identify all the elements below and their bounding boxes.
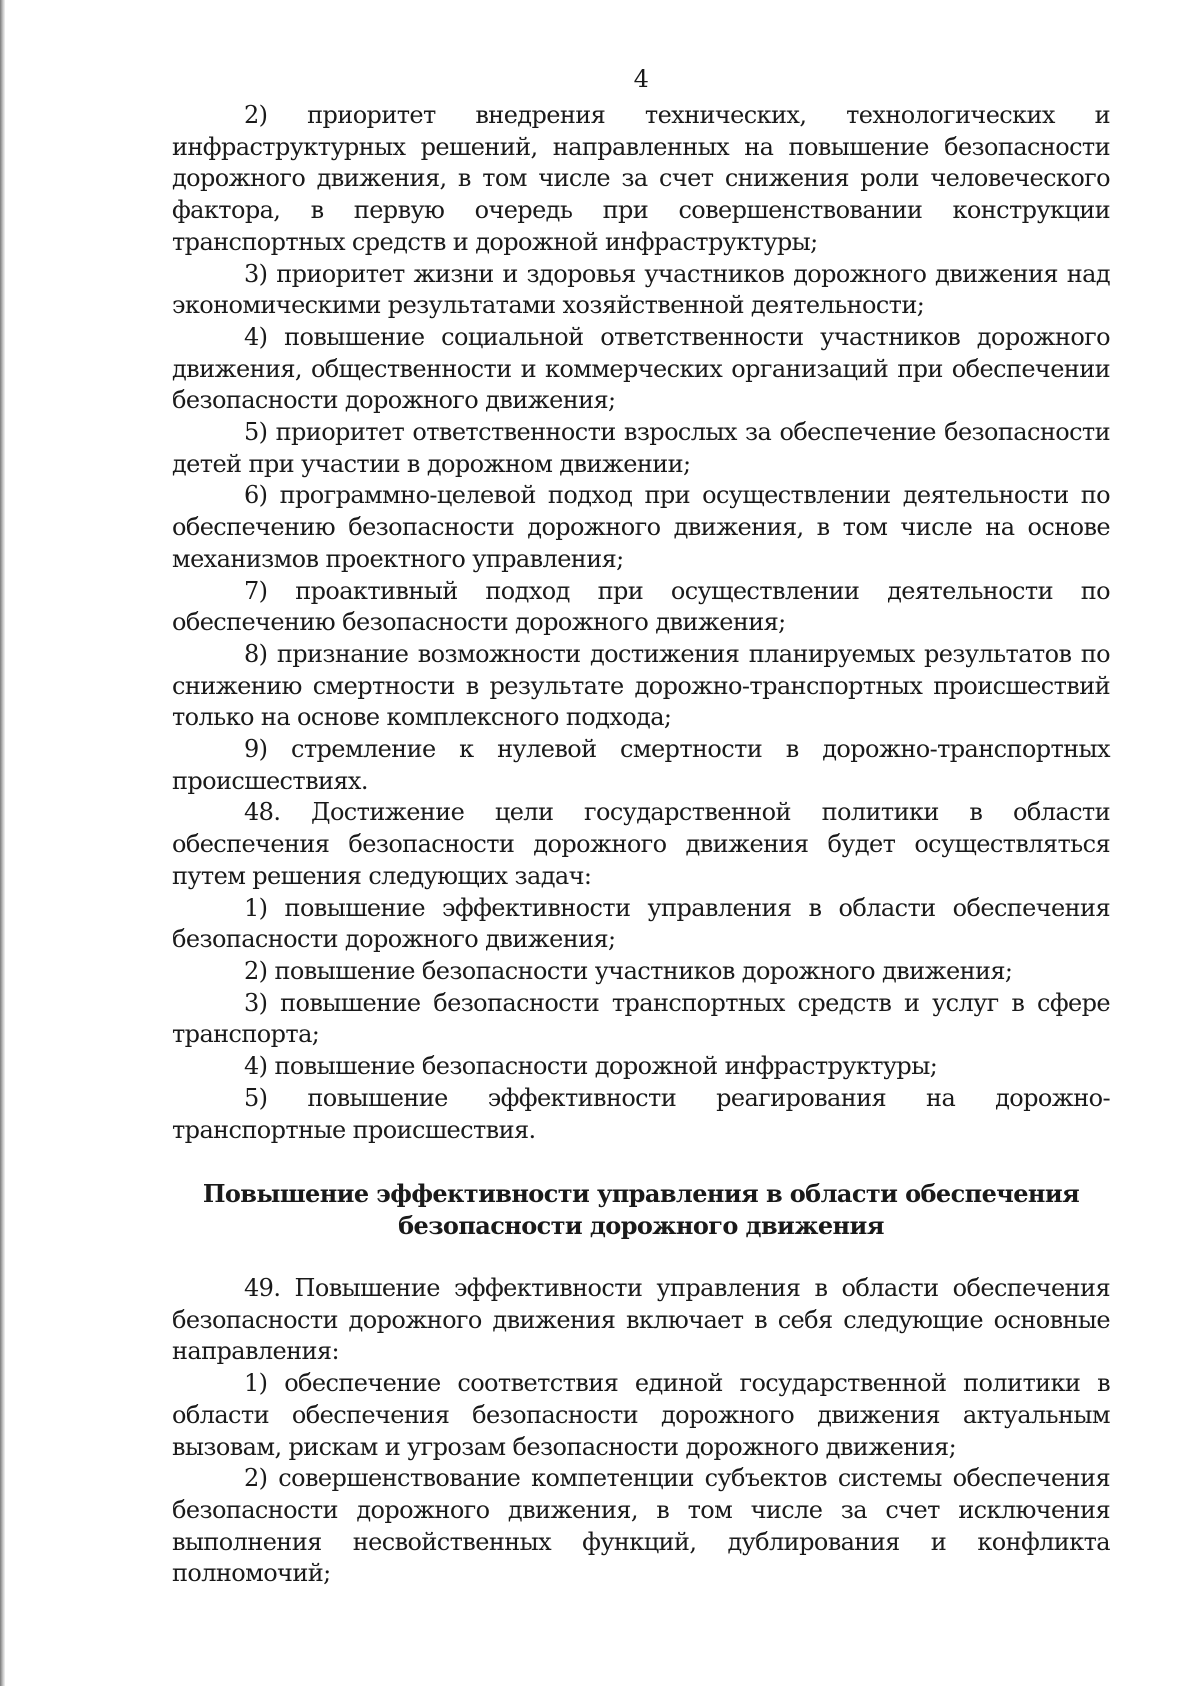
list-item: 7) проактивный подход при осуществлении деятельности по обеспечению безопасности дорожного движения; (172, 576, 1110, 637)
section-heading-line-2: безопасности дорожного движения (398, 1210, 884, 1240)
page-number: 4 (633, 65, 649, 93)
list-item: 2) повышение безопасности участников дорожного движения; (244, 956, 1013, 985)
section-heading-line-1: Повышение эффективности управления в области обеспечения (202, 1178, 1080, 1208)
list-item: 5) повышение эффективности реагирования на дорожно-транспортные происшествия. (172, 1083, 1110, 1144)
list-item: 8) признание возможности достижения планируемых результатов по снижению смертности в результате дорожно-транспортных происшествий только на основе комплексного подхода; (172, 639, 1110, 732)
clause-paragraph: 49. Повышение эффективности управления в области обеспечения безопасности дорожного движения включает в себя следующие основные направления: (172, 1273, 1110, 1366)
list-item: 2) совершенствование компетенции субъектов системы обеспечения безопасности дорожного движения, в том числе за счет исключения выполнения несвойственных функций, дублирования и конфликта полномочий; (172, 1464, 1110, 1588)
list-item: 1) повышение эффективности управления в области обеспечения безопасности дорожного движения; (172, 893, 1110, 954)
list-item: 9) стремление к нулевой смертности в дорожно-транспортных происшествиях. (172, 735, 1110, 795)
scan-edge-shadow (0, 0, 5, 1686)
document-page (172, 60, 1110, 1590)
list-item: 2) приоритет внедрения технических, технологических и инфраструктурных решений, направленных на повышение безопасности дорожного движения, в том числе за счет снижения роли человеческого фактора, в первую очередь при совершенствовании конструкции транспортных средств и дорожной инфраструктуры; (172, 101, 1110, 256)
list-item: 3) повышение безопасности транспортных средств и услуг в сфере транспорта; (172, 988, 1110, 1049)
section-heading (172, 1178, 1110, 1241)
list-item: 6) программно-целевой подход при осуществлении деятельности по обеспечению безопасности дорожного движения, в том числе на основе механизмов проектного управления; (172, 481, 1110, 573)
list-item: 4) повышение безопасности дорожной инфраструктуры; (244, 1052, 938, 1081)
list-item: 1) обеспечение соответствия единой государственной политики в области обеспечения безопасности дорожного движения актуальным вызовам, рискам и угрозам безопасности дорожного движения; (172, 1369, 1110, 1461)
list-item: 4) повышение социальной ответственности участников дорожного движения, общественности и коммерческих организаций при обеспечении безопасности дорожного движения; (172, 322, 1110, 415)
list-item: 3) приоритет жизни и здоровья участников дорожного движения над экономическими результатами хозяйственной деятельности; (172, 259, 1110, 320)
clause-paragraph: 48. Достижение цели государственной политики в области обеспечения безопасности дорожного движения будет осуществляться путем решения следующих задач: (172, 798, 1110, 890)
list-item: 5) приоритет ответственности взрослых за обеспечение безопасности детей при участии в дорожном движении; (172, 418, 1110, 478)
